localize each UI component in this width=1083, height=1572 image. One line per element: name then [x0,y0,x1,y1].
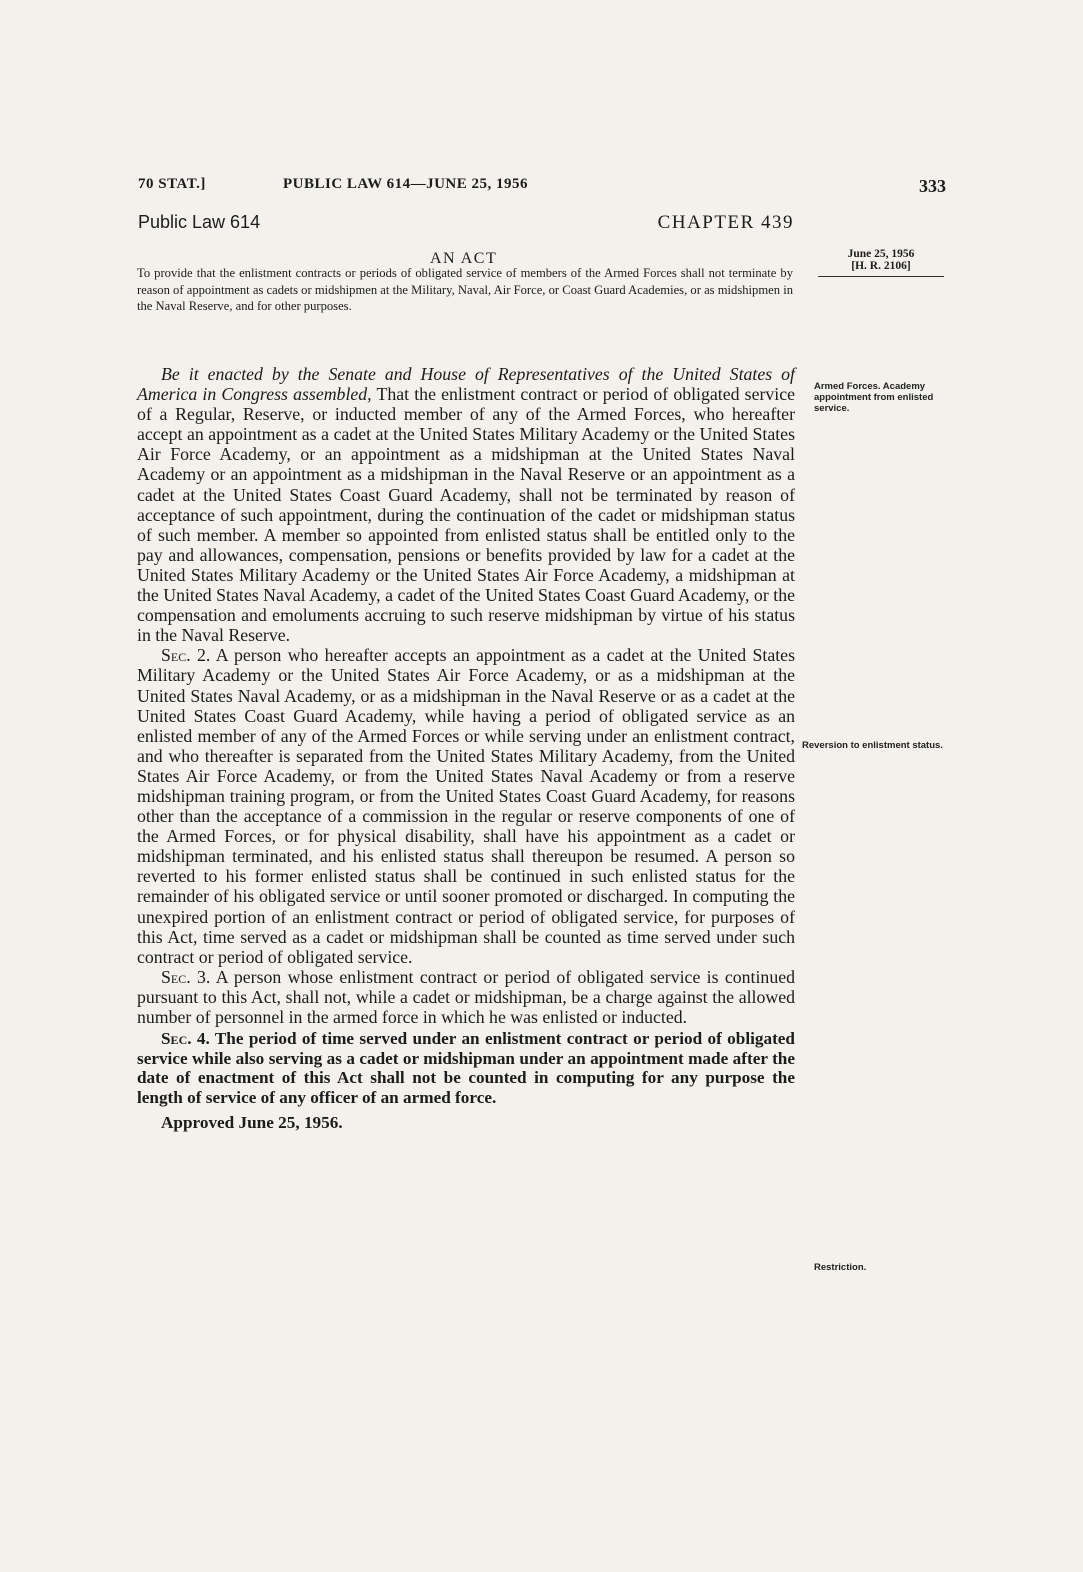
enactment-date: June 25, 1956 [847,248,915,260]
approval-line: Approved June 25, 1956. [161,1113,343,1133]
act-body [137,364,795,1134]
an-act-heading: AN ACT [430,250,498,267]
section-2-text: A person who hereafter accepts an appointment as a cadet at the United States Military Academy or the United States Air Force Academy, or as a midshipman at the United States Naval Academy, or as a midshipman in the Naval Reserve or as a cadet at the United States Coast Guard Academy, while having a period of obligated service as an enlisted member of any of the Armed Forces or while serving under an enlistment contract, and who thereafter is separated from the United States Military Academy, from the United States Air Force Academy, or from the United States Naval Academy or from a reserve midshipman training program, or from the United States Coast Guard Academy, for reasons other than the acceptance of a commission in the regular or reserve components of one of the Armed Forces, or for physical disability, shall have his appointment as a cadet or midshipman terminated, and his enlisted status shall thereupon be resumed. A person so reverted to his former enlisted status shall be continued in such enlisted status for the remainder of his obligated service or until sooner promoted or discharged. In computing the unexpired portion of an enlistment contract or period of obligated service, for purposes of this Act, time served as a cadet or midshipman shall be counted as time served under such contract or period of obligated service. [137,645,795,967]
act-purpose: To provide that the enlistment contracts or periods of obligated service of members of the Armed Forces shall not terminate by reason of appointment as cadets or midshipmen at the Military, Naval, Air Force, or Coast Guard Academies, or as midshipmen in the Naval Reserve, and for other purposes. [137,266,793,314]
section-3-label: Sec. 3. [161,966,211,987]
section-2-label: Sec. 2. [161,645,211,666]
page-number: 333 [919,176,946,196]
section-1-text: That the enlistment contract or period of obligated service of a Regular, Reserve, or inducted member of any of the Armed Forces, who hereafter accept an appointment as a cadet at the United States Military Academy or the United States Air Force Academy, or an appointment as a midshipman at the United States Naval Academy or an appointment as a midshipman in the Naval Reserve or an appointment as a cadet at the United States Coast Guard Academy, shall not be terminated by reason of acceptance of such appointment, during the continuation of the cadet or midshipman status of such member. A member so appointed from enlisted status shall be entitled only to the pay and allowances, compensation, pensions or benefits provided by law for a cadet at the United States Military Academy or the United States Air Force Academy, a midshipman at the United States Naval Academy, a cadet of the United States Coast Guard Academy, or the compensation and emoluments accruing to such reserve midshipman by virtue of his status in the Naval Reserve. [137,384,796,646]
section-3 [137,967,795,1027]
section-4-text: The period of time served under an enlistment contract or period of obligated service while also serving as a cadet or midshipman under an appointment made after the date of enactment of this Act shall not be counted in computing for any purpose the length of service of any officer of an armed force. [137,1029,795,1107]
public-law-number: Public Law 614 [138,212,261,232]
enacting-clause: Be it enacted by the Senate and House of Representatives of the United States of America in Congress assembled, [137,364,795,405]
section-4-label: Sec. 4. [161,1029,210,1049]
chapter-number: CHAPTER 439 [657,212,794,233]
running-head [138,176,946,200]
section-3-text: A person whose enlistment contract or period of obligated service is continued pursuant to this Act, shall not, while a cadet or midshipman, be a charge against the allowed number of personnel in the armed force in which he was enlisted or inducted. [137,966,795,1027]
running-title: PUBLIC LAW 614—JUNE 25, 1956 [283,176,528,192]
margin-note-restriction: Restriction. [814,1262,867,1273]
enactment-date-note [818,248,944,277]
section-1 [137,364,795,645]
stat-reference: 70 STAT.] [138,176,206,192]
margin-note-reversion: Reversion to enlistment status. [802,740,943,751]
law-heading [138,212,794,238]
margin-note-armed-forces: Armed Forces. Academy appointment from enlisted service. [814,381,934,414]
section-2 [137,645,795,967]
bill-number: [H. R. 2106] [851,260,911,272]
section-4 [137,1029,795,1107]
